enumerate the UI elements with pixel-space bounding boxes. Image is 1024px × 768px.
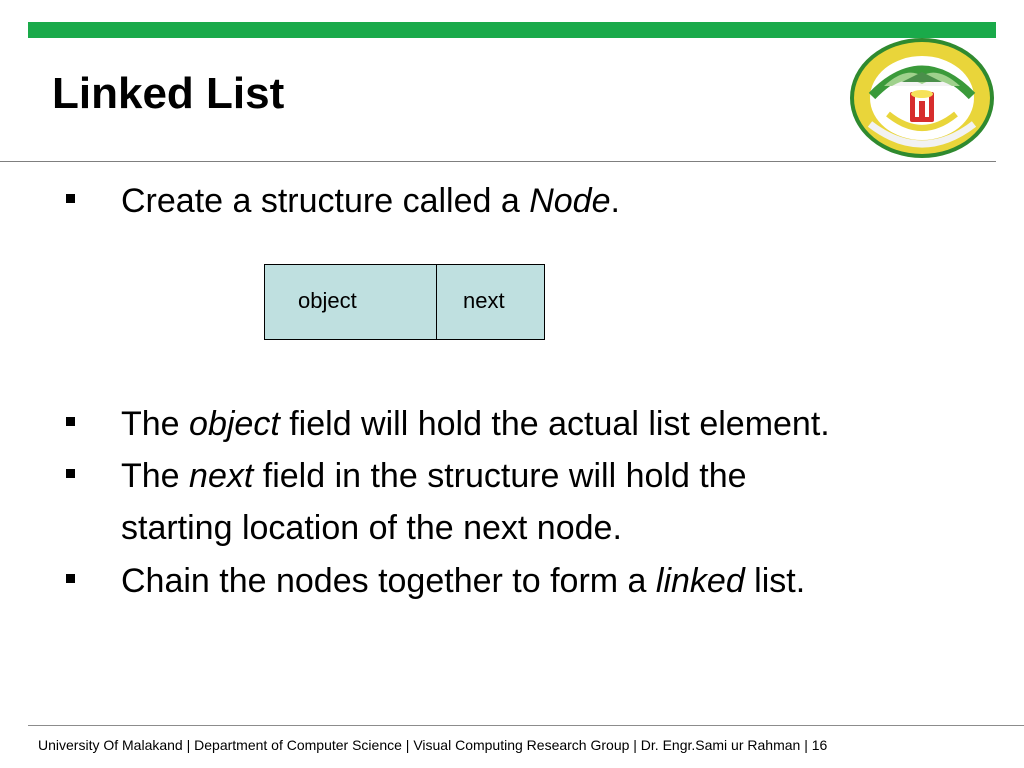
bullet-text-before: Create a structure called a	[121, 182, 530, 220]
slide-title: Linked List	[52, 69, 285, 118]
square-bullet-icon	[66, 469, 75, 478]
square-bullet-icon	[66, 417, 75, 426]
square-bullet-icon	[66, 574, 75, 583]
bullet-text-before: The	[121, 405, 190, 443]
bullet-text-before: Chain the nodes together to form a	[121, 562, 656, 600]
university-logo	[848, 36, 996, 160]
emphasis-object: object	[189, 405, 280, 443]
slide-footer: University Of Malakand | Department of Computer Science | Visual Computing Research Group | Dr. Engr.Sami ur Rahman | 16	[38, 737, 828, 753]
bullet-text-after: list.	[744, 562, 806, 600]
footer-divider	[28, 725, 1024, 726]
square-bullet-icon	[66, 194, 75, 203]
bullet-item	[0, 450, 1000, 502]
emphasis-node: Node	[529, 182, 611, 220]
bullet-item	[0, 555, 1000, 607]
bullet-text	[121, 175, 620, 227]
node-field-object: object	[298, 288, 357, 313]
title-divider	[0, 161, 996, 162]
emphasis-next: next	[189, 457, 254, 495]
bullet-text-after: field will hold the actual list element.	[279, 405, 830, 443]
bullet-text	[121, 555, 805, 607]
bullet-continuation	[0, 502, 1000, 554]
bullet-text-after: field in the structure will hold the	[253, 457, 747, 495]
node-structure-diagram	[264, 264, 545, 340]
emphasis-linked: linked	[655, 562, 745, 600]
bullet-item	[0, 398, 1000, 450]
bullet-text	[121, 450, 747, 502]
node-field-next: next	[463, 288, 505, 313]
bullet-item	[0, 175, 1000, 227]
bullet-text-after: .	[610, 182, 620, 220]
bullet-text-before: The	[121, 457, 190, 495]
bullet-continuation-text: starting location of the next node.	[121, 509, 622, 547]
bullet-text	[121, 398, 830, 450]
node-field-divider	[436, 265, 437, 339]
